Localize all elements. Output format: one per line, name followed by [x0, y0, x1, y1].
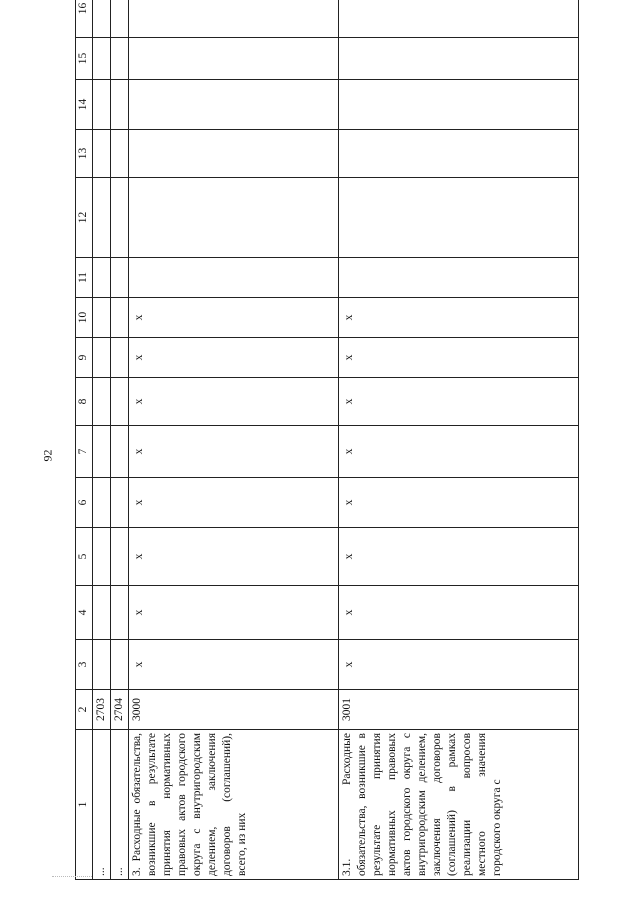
x-mark: x — [343, 448, 355, 455]
row-code: 3001 — [339, 690, 579, 730]
row-label: 3. Расходные обязательства, возникшие в результате принятия нормативных правовых актов городского округа с внутригородским делением, заключения договоров (соглашений), всего, из них — [129, 730, 339, 880]
header-cell: 9 — [76, 338, 93, 378]
table-row — [339, 0, 579, 880]
rotated-table-sheet — [75, 2, 595, 880]
row-label: ... — [93, 730, 111, 880]
x-mark: x — [133, 553, 145, 560]
header-cell: 5 — [76, 528, 93, 586]
row-code: 3000 — [129, 690, 339, 730]
header-cell: 15 — [76, 38, 93, 80]
header-cell: 2 — [76, 690, 93, 730]
header-cell: 4 — [76, 586, 93, 640]
header-cell: 6 — [76, 478, 93, 528]
header-cell: 13 — [76, 130, 93, 178]
header-cell: 11 — [76, 258, 93, 298]
table-row — [111, 0, 129, 880]
x-mark: x — [343, 354, 355, 361]
header-cell: 7 — [76, 426, 93, 478]
x-mark: x — [133, 499, 145, 506]
page-number: 92 — [40, 449, 55, 462]
row-code: 2703 — [93, 690, 111, 730]
header-cell: 12 — [76, 178, 93, 258]
header-cell: 3 — [76, 640, 93, 690]
header-cell: 16 — [76, 0, 93, 38]
row-label: 3.1. Расходные обязательства, возникшие в результате принятия нормативных правовых актов городского округа с внутригородским делением, заключения договоров (соглашений) в рамках реализации вопросов местного значения городского округа с — [339, 730, 579, 880]
table-row — [93, 0, 111, 880]
header-cell: 14 — [76, 80, 93, 130]
x-mark: x — [343, 499, 355, 506]
row-code: 2704 — [111, 690, 129, 730]
header-cell: 10 — [76, 298, 93, 338]
x-mark: x — [133, 609, 145, 616]
scan-artifact — [52, 876, 92, 883]
obligations-table — [75, 0, 579, 880]
x-mark: x — [133, 398, 145, 405]
header-row — [76, 0, 93, 880]
x-mark: x — [343, 553, 355, 560]
x-mark: x — [343, 609, 355, 616]
x-mark: x — [133, 354, 145, 361]
x-mark: x — [343, 661, 355, 668]
row-label: ... — [111, 730, 129, 880]
x-mark: x — [133, 314, 145, 321]
header-cell: 8 — [76, 378, 93, 426]
header-cell: 1 — [76, 730, 93, 880]
x-mark: x — [133, 661, 145, 668]
x-mark: x — [343, 314, 355, 321]
x-mark: x — [133, 448, 145, 455]
x-mark: x — [343, 398, 355, 405]
table-row — [129, 0, 339, 880]
